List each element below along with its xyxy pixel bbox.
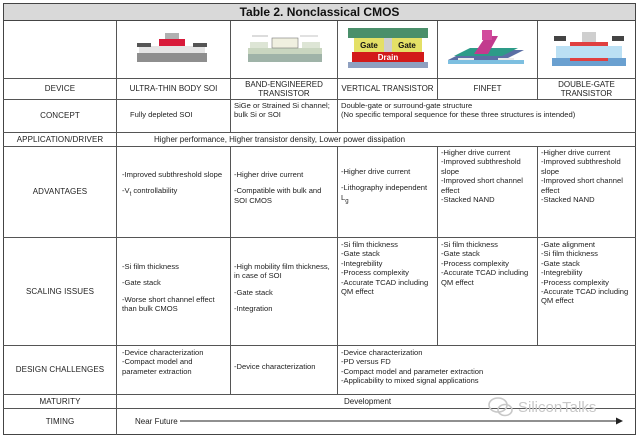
watermark-text: SiliconTalks [518, 398, 597, 416]
list-item: -Accurate TCAD including QM effect [541, 287, 629, 306]
spacer [234, 179, 334, 186]
grid-line [230, 21, 231, 132]
spacer [341, 176, 433, 183]
list-item: -Accurate TCAD including QM effect [441, 268, 529, 287]
list-item [341, 183, 433, 206]
list-item: -Device characterization [122, 348, 204, 357]
list-item: -PD versus FD [341, 357, 391, 367]
spacer [122, 179, 226, 186]
list-item: -Applicability to mixed signal applications [341, 376, 479, 386]
grid-line [437, 146, 438, 345]
list-item: -Stacked NAND [541, 195, 595, 205]
list-item: -Si film thickness [441, 240, 498, 249]
spacer [122, 271, 226, 278]
spacer [234, 281, 330, 288]
list-item: -Process complexity [441, 258, 509, 268]
scaling-vertical [341, 240, 433, 296]
grid-line [230, 146, 231, 394]
list-item: -Compact model and parameter extraction [122, 357, 193, 376]
timing-value: Near Future [135, 417, 178, 426]
list-item: -Gate stack [341, 249, 380, 259]
row-label-scaling: SCALING ISSUES [25, 286, 95, 296]
list-item: -Gate stack [541, 258, 580, 268]
wechat-icon [488, 396, 514, 418]
row-label-advantages: ADVANTAGES [32, 187, 88, 197]
grid-line [537, 146, 538, 345]
scaling-utb [122, 262, 226, 314]
advantages-double-gate [541, 148, 633, 204]
list-item: -Higher drive current [341, 167, 411, 176]
utb-soi-diagram [137, 33, 207, 63]
list-item: -Improved subthreshold slope [122, 170, 223, 179]
vt-subscript: t [129, 191, 132, 198]
maturity-value: Development [344, 397, 392, 406]
grid-line [337, 146, 338, 394]
list-item: -Compatible with bulk and SOI CMOS [234, 186, 322, 205]
design-utb [122, 348, 226, 376]
design-band [234, 362, 330, 371]
list-item: -Process complexity [541, 277, 609, 287]
concept-vertical-span: Double-gate or surround-gate structure (No specific temporal sequence for these three structures is intended) [341, 101, 576, 120]
list-item: -Device characterization [341, 348, 423, 357]
row-label-application: APPLICATION/DRIVER [16, 134, 104, 144]
list-item: -Si film thickness [122, 262, 179, 271]
header-utb-soi: ULTRA-THIN BODY SOI [129, 84, 218, 94]
row-label-maturity: MATURITY [39, 396, 81, 406]
advantages-band [234, 170, 334, 205]
list-item: -Improved subthreshold slope [441, 157, 521, 176]
list-item: -Si film thickness [341, 240, 398, 249]
header-finfet: FINFET [473, 84, 502, 94]
list-item: -Stacked NAND [441, 195, 495, 205]
list-item: -Si film thickness [541, 249, 598, 259]
header-device: DEVICE [44, 84, 76, 94]
list-item: -High mobility film thickness, in case of SOI [234, 262, 330, 281]
list-item: -Gate stack [122, 278, 161, 288]
finfet-diagram [448, 30, 524, 68]
vt-suffix: controllability [131, 186, 178, 196]
concept-band: SiGe or Strained Si channel; bulk Si or SOI [234, 101, 330, 120]
concept-utb: Fully depleted SOI [130, 110, 193, 119]
scaling-double-gate [541, 240, 633, 306]
list-item: -Accurate TCAD including QM effect [341, 277, 429, 297]
scaling-finfet [441, 240, 533, 287]
list-item: -Gate stack [441, 249, 480, 259]
spacer [234, 297, 330, 304]
watermark [488, 392, 628, 422]
list-item: -Gate alignment [541, 240, 596, 249]
row-label-timing: TIMING [45, 417, 75, 427]
advantages-utb [122, 170, 226, 200]
spacer [122, 288, 226, 295]
list-item: -Device characterization [234, 362, 316, 371]
row-label-concept: CONCEPT [40, 111, 80, 121]
list-item: -Gate stack [234, 287, 273, 297]
double-gate-diagram [552, 30, 626, 66]
scaling-band [234, 262, 330, 314]
grid-line [337, 21, 338, 132]
list-item: -Improved subthreshold slope [541, 157, 621, 176]
list-item: -Process complexity [341, 268, 409, 278]
lg-subscript: g [345, 198, 349, 205]
list-item [122, 186, 226, 200]
advantages-finfet [441, 148, 533, 204]
design-vertical-span [341, 348, 631, 386]
list-item: -Higher drive current [541, 148, 611, 157]
lg-prefix: -Lithography independent L [341, 183, 428, 202]
list-item: -Worse short channel effect than bulk CMOS [122, 294, 215, 314]
list-item: -Integration [234, 304, 273, 314]
header-vertical: VERTICAL TRANSISTOR [341, 84, 434, 94]
list-item: -Improved short channel effect [541, 176, 623, 195]
table-title: Table 2. Nonclassical CMOS [3, 3, 636, 21]
list-item: -Improved short channel effect [441, 176, 523, 195]
vt-prefix: -V [122, 186, 130, 196]
vertical-transistor-diagram [348, 28, 428, 68]
application-value: Higher performance, Higher transistor density, Lower power dissipation [154, 135, 406, 144]
gate-left-label: Gate [360, 41, 378, 50]
drain-label: Drain [377, 53, 399, 62]
header-band-engineered: BAND-ENGINEERED TRANSISTOR [245, 79, 323, 98]
row-label-design: DESIGN CHALLENGES [15, 365, 105, 375]
list-item: -Higher drive current [441, 148, 511, 157]
gate-right-label: Gate [398, 41, 416, 50]
list-item: -Compact model and parameter extraction [341, 366, 484, 376]
band-engineered-diagram [248, 33, 322, 63]
header-double-gate: DOUBLE-GATE TRANSISTOR [558, 79, 615, 98]
advantages-vertical [341, 167, 433, 207]
list-item: -Integrebility [541, 268, 583, 278]
list-item: -Higher drive current [234, 170, 304, 179]
list-item: -Integrebility [341, 258, 383, 268]
